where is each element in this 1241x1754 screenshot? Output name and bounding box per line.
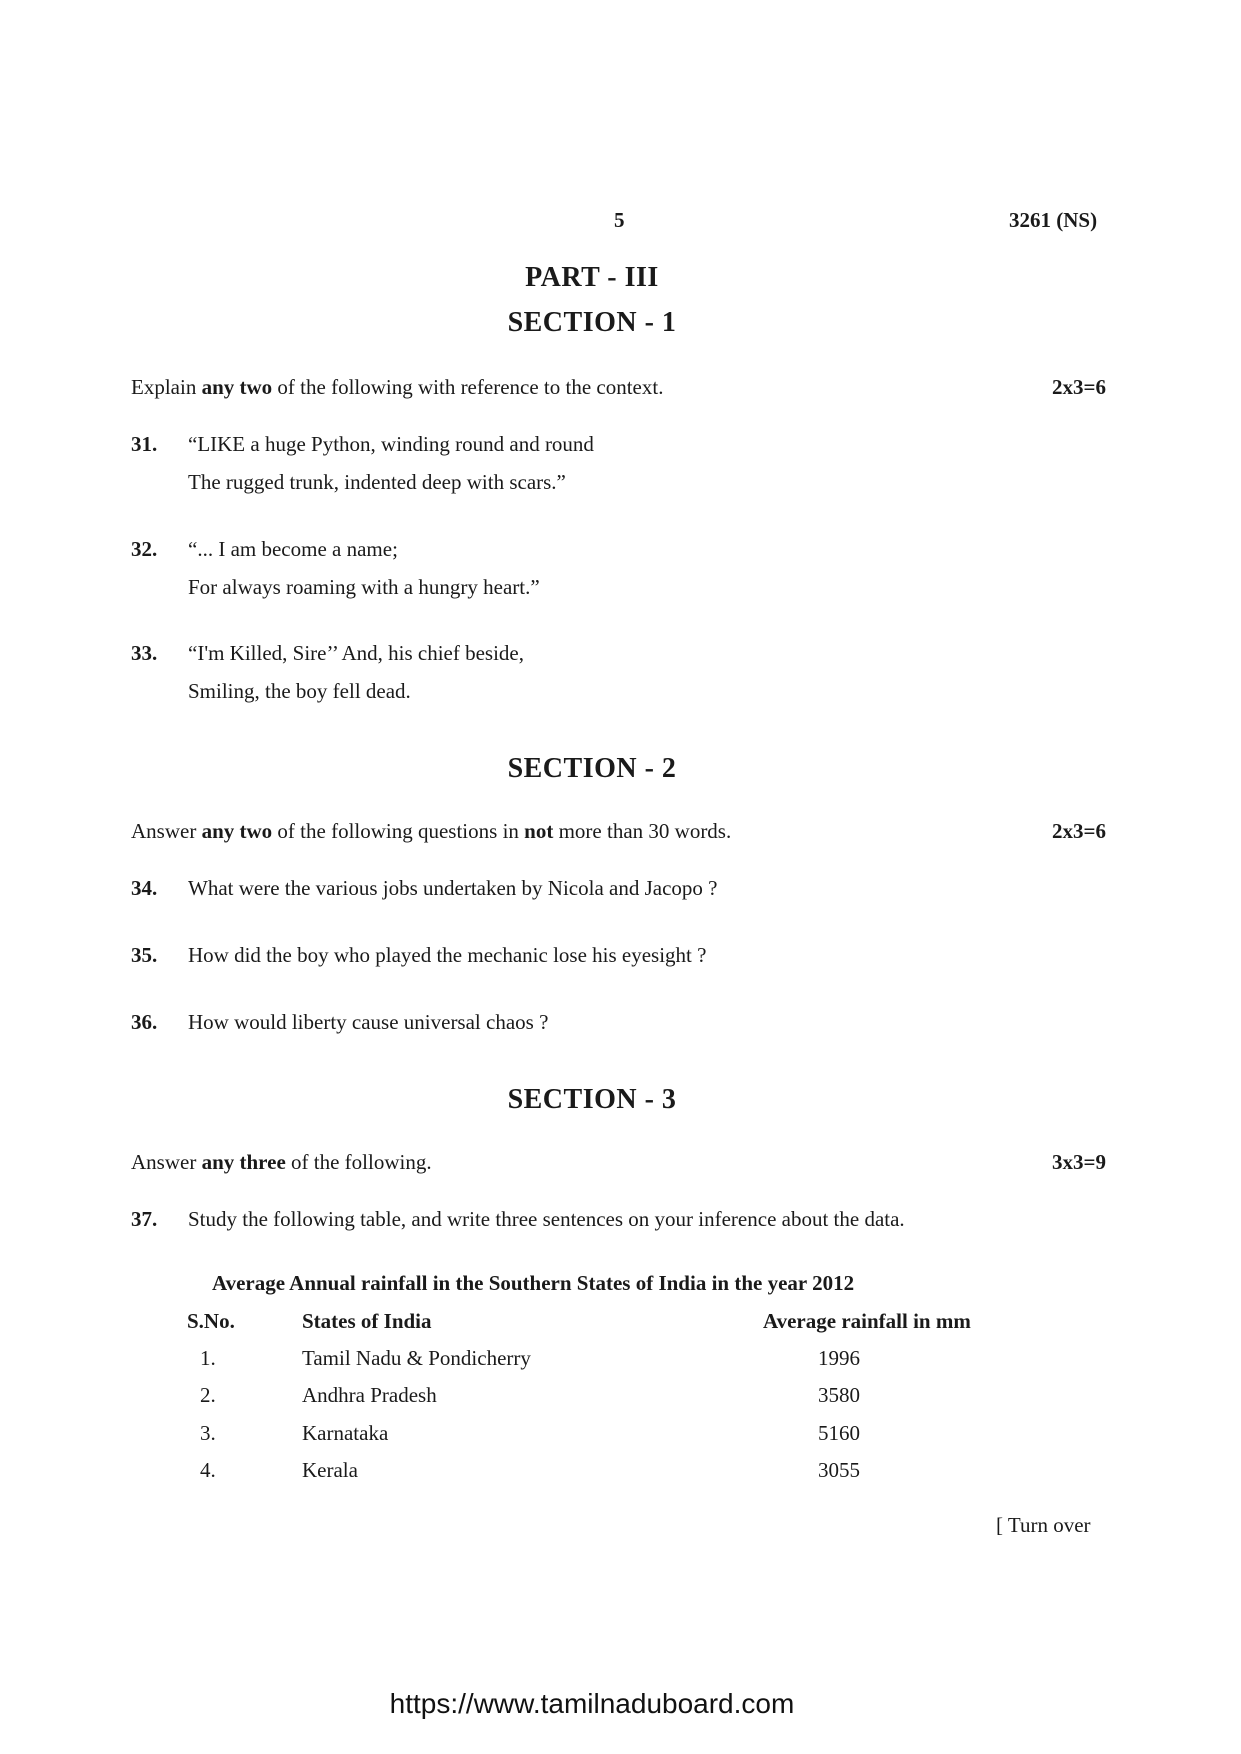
table-cell-rainfall: 5160 [818,1421,860,1445]
question-number: 34. [131,876,158,900]
table-cell-state: Karnataka [302,1421,389,1445]
table-cell-state: Tamil Nadu & Pondicherry [302,1346,531,1370]
question-number: 32. [131,537,158,561]
question-number: 31. [131,432,158,456]
page-number: 5 [614,208,625,232]
section2-marks: 2x3=6 [1052,819,1106,843]
table-cell-rainfall: 3055 [818,1458,860,1482]
question-text: “LIKE a huge Python, winding round and round The rugged trunk, indented deep with scars.” [188,432,594,494]
section2-title: SECTION - 2 [507,753,677,784]
question-text: Study the following table, and write three sentences on your inference about the data. [188,1207,905,1231]
table-cell-sno: 4. [200,1458,216,1482]
table-cell-state: Kerala [302,1458,358,1482]
table-header-state: States of India [302,1309,432,1333]
table-cell-sno: 1. [200,1346,216,1370]
part-title: PART - III [525,262,659,293]
section3-title: SECTION - 3 [507,1084,677,1115]
question-text: “... I am become a name; For always roaming with a hungry heart.” [188,537,540,599]
website-url[interactable]: https://www.tamilnaduboard.com [389,1688,795,1719]
question-number: 35. [131,943,158,967]
table-cell-rainfall: 1996 [818,1346,860,1370]
table-title: Average Annual rainfall in the Southern States of India in the year 2012 [212,1271,855,1295]
question-text: How would liberty cause universal chaos ? [188,1010,549,1034]
section1-marks: 2x3=6 [1052,375,1106,399]
table-cell-sno: 2. [200,1383,216,1407]
question-number: 37. [131,1207,158,1231]
table-header-sno: S.No. [187,1309,235,1333]
table-header-rainfall: Average rainfall in mm [763,1309,971,1333]
table-cell-sno: 3. [200,1421,216,1445]
question-text: What were the various jobs undertaken by Nicola and Jacopo ? [188,876,718,900]
table-cell-rainfall: 3580 [818,1383,860,1407]
question-number: 33. [131,641,158,665]
section3-marks: 3x3=9 [1052,1150,1106,1174]
question-text: How did the boy who played the mechanic lose his eyesight ? [188,943,707,967]
paper-code: 3261 (NS) [1009,208,1098,232]
question-text: “I'm Killed, Sire’’ And, his chief beside, Smiling, the boy fell dead. [188,641,524,703]
section1-title: SECTION - 1 [507,307,677,338]
turn-over-note: [ Turn over [996,1513,1091,1537]
section1-instruction: Explain any two of the following with reference to the context. [131,375,664,399]
section2-instruction: Answer any two of the following questions in not more than 30 words. [131,819,732,843]
section3-instruction: Answer any three of the following. [131,1150,432,1174]
table-cell-state: Andhra Pradesh [302,1383,437,1407]
question-number: 36. [131,1010,158,1034]
